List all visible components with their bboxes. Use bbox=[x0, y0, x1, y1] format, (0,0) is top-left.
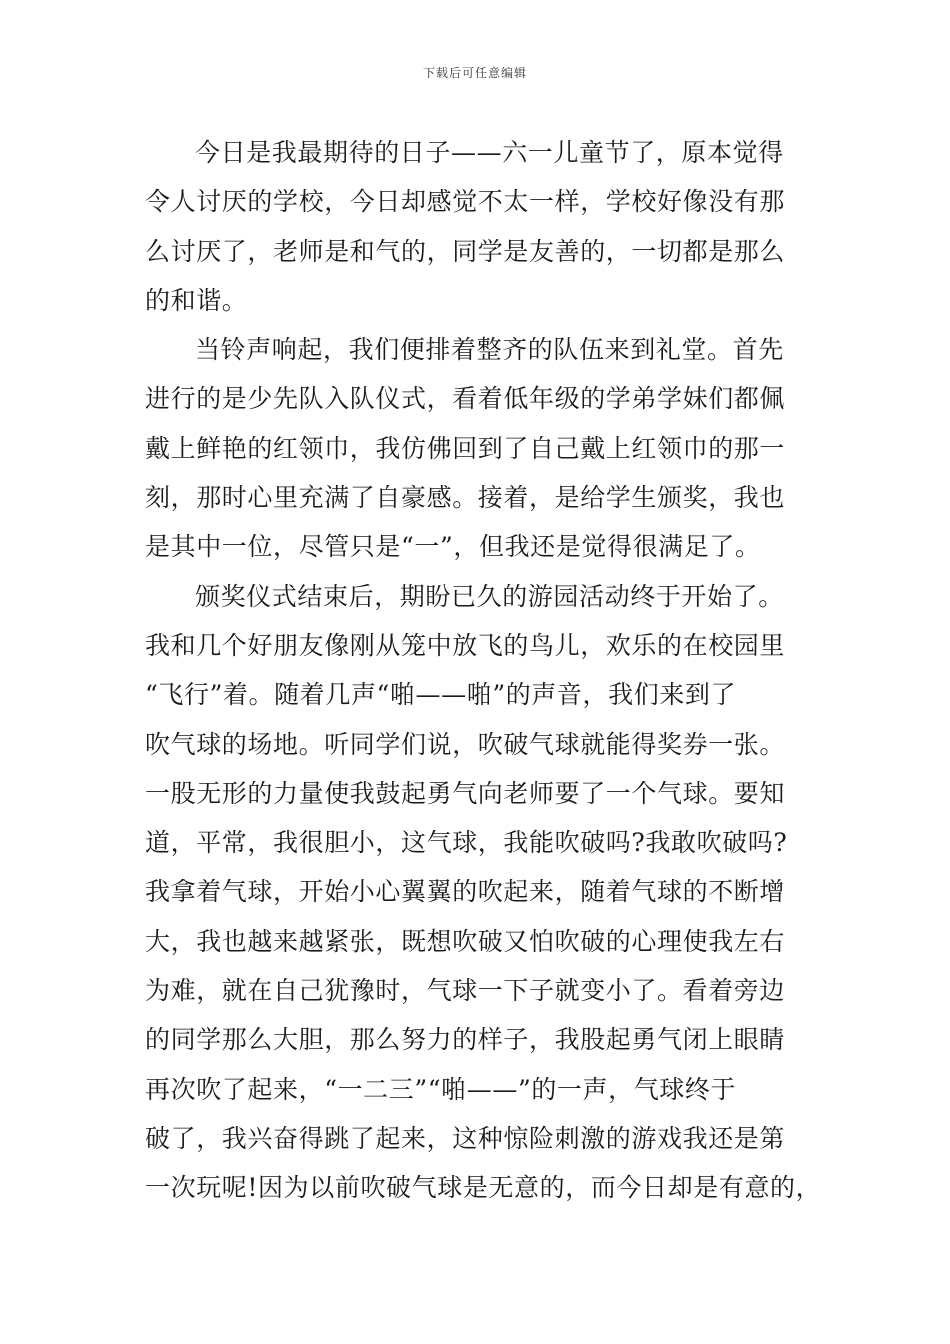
text-line: 么讨厌了，老师是和气的，同学是友善的，一切都是那么 bbox=[145, 236, 786, 266]
text-line: 当铃声响起，我们便排着整齐的队伍来到礼堂。首先 bbox=[195, 335, 784, 365]
page-header: 下载后可任意编辑 bbox=[422, 66, 527, 80]
text-line: “飞行”着。随着几声“啪——啪”的声音，我们来到了 bbox=[145, 680, 737, 710]
text-line: 一股无形的力量使我鼓起勇气向老师要了一个气球。要知 bbox=[145, 778, 786, 808]
text-line: 的同学那么大胆，那么努力的样子，我股起勇气闭上眼睛 bbox=[145, 1025, 786, 1055]
text-line: 一次玩呢!因为以前吹破气球是无意的，而今日却是有意的， bbox=[145, 1173, 822, 1203]
paragraph-3 bbox=[145, 572, 822, 1213]
text-line: 进行的是少先队入队仪式，看着低年级的学弟学妹们都佩 bbox=[145, 384, 786, 414]
text-line: 再次吹了起来，“一二三”“啪——”的一声，气球终于 bbox=[145, 1074, 737, 1104]
paragraph-1 bbox=[145, 128, 810, 325]
text-line: 戴上鲜艳的红领巾，我仿佛回到了自己戴上红领巾的那一 bbox=[145, 433, 786, 463]
text-line: 为难，就在自己犹豫时，气球一下子就变小了。看着旁边 bbox=[145, 976, 786, 1006]
text-line: 颁奖仪式结束后，期盼已久的游园活动终于开始了。 bbox=[195, 581, 784, 611]
text-line: 今日是我最期待的日子——六一儿童节了，原本觉得 bbox=[195, 138, 784, 167]
text-line: 的和谐。 bbox=[145, 285, 248, 315]
text-line: 我拿着气球，开始小心翼翼的吹起来，随着气球的不断增 bbox=[145, 877, 786, 907]
text-line: 我和几个好朋友像刚从笼中放飞的鸟儿，欢乐的在校园里 bbox=[145, 630, 786, 660]
text-line: 破了，我兴奋得跳了起来，这种惊险刺激的游戏我还是第 bbox=[145, 1123, 786, 1153]
paragraph-2 bbox=[145, 325, 810, 571]
text-line: 刻，那时心里充满了自豪感。接着，是给学生颁奖，我也 bbox=[145, 483, 786, 513]
text-line: 吹气球的场地。听同学们说，吹破气球就能得奖券一张。 bbox=[145, 729, 786, 759]
text-line: 令人讨厌的学校，今日却感觉不太一样，学校好像没有那 bbox=[145, 187, 786, 217]
document-body bbox=[145, 128, 822, 1213]
text-line: 是其中一位，尽管只是“一”，但我还是觉得很满足了。 bbox=[145, 532, 761, 562]
text-line: 道，平常，我很胆小，这气球，我能吹破吗?我敢吹破吗? bbox=[145, 828, 788, 858]
text-line: 大，我也越来越紧张，既想吹破又怕吹破的心理使我左右 bbox=[145, 926, 786, 956]
